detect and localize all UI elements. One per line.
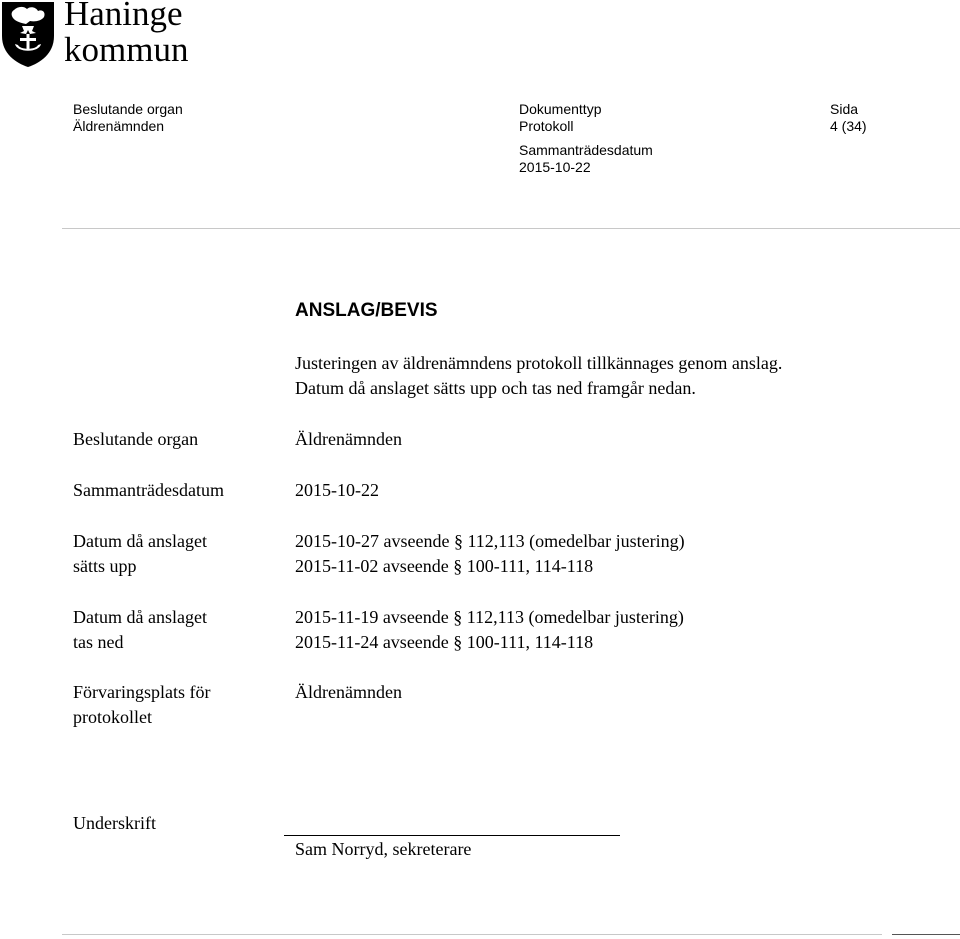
signature-line [284, 835, 620, 836]
signature-label: Underskrift [73, 813, 156, 833]
haninge-coat-of-arms-icon [0, 0, 56, 68]
organ-value: Äldrenämnden [295, 429, 402, 449]
storage-label-line1: Förvaringsplats för [73, 682, 211, 702]
intro-line-1: Justeringen av äldrenämndens protokoll tillkännages genom anslag. [295, 353, 783, 373]
header-doctype-label: Dokumenttyp [519, 101, 602, 117]
intro-line-2: Datum då anslaget sätts upp och tas ned framgår nedan. [295, 378, 696, 398]
posted-date-value-1: 2015-10-27 avseende § 112,113 (omedelbar justering) [295, 531, 685, 551]
meeting-date-label: Sammanträdesdatum [73, 480, 224, 500]
header-date-value: 2015-10-22 [519, 159, 591, 175]
logo-wordmark-line1: Haninge [64, 0, 183, 33]
posted-date-label-line2: sätts upp [73, 556, 137, 576]
signature-name: Sam Norryd, sekreterare [295, 839, 472, 859]
header-organ-value: Äldrenämnden [73, 118, 165, 134]
header-doctype-value: Protokoll [519, 118, 574, 134]
header-page-label: Sida [830, 101, 859, 117]
meeting-date-value: 2015-10-22 [295, 480, 379, 500]
footer-divider [62, 934, 882, 935]
header-page-value: 4 (34) [830, 118, 867, 134]
removed-date-label-line1: Datum då anslaget [73, 607, 207, 627]
header-date-label: Sammanträdesdatum [519, 142, 653, 158]
removed-date-value-1: 2015-11-19 avseende § 112,113 (omedelbar justering) [295, 607, 684, 627]
footer-divider-end [892, 934, 960, 935]
removed-date-label-line2: tas ned [73, 632, 124, 652]
logo-wordmark-line2: kommun [64, 30, 189, 69]
header-divider [62, 228, 960, 229]
posted-date-value-2: 2015-11-02 avseende § 100-111, 114-118 [295, 556, 594, 576]
removed-date-value-2: 2015-11-24 avseende § 100-111, 114-118 [295, 632, 594, 652]
storage-value: Äldrenämnden [295, 682, 402, 702]
posted-date-label-line1: Datum då anslaget [73, 531, 207, 551]
page-title: ANSLAG/BEVIS [295, 300, 438, 321]
storage-label-line2: protokollet [73, 707, 152, 727]
organ-label: Beslutande organ [73, 429, 199, 449]
header-organ-label: Beslutande organ [73, 101, 183, 117]
